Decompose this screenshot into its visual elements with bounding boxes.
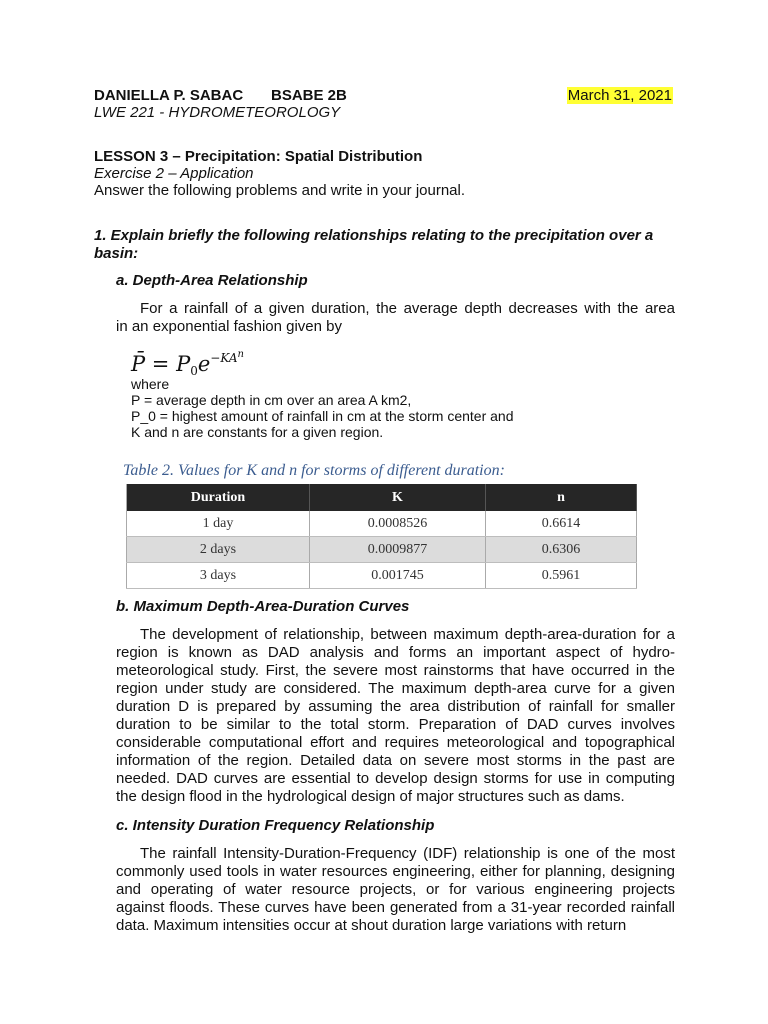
formula-lhs: P̄ = P bbox=[131, 352, 191, 376]
table-row bbox=[127, 537, 637, 563]
where-label: where bbox=[131, 376, 170, 392]
paragraph-line: region under study are considered. The maximum depth-area curve for a given bbox=[116, 680, 675, 697]
paragraph-line: data. Maximum intensities occur at shout duration large variations with return bbox=[116, 917, 627, 934]
part-c-paragraph bbox=[116, 845, 675, 935]
table-cell: 0.0008526 bbox=[310, 511, 486, 537]
paragraph-line: the design flood in the hydrological design of major structures such as dams. bbox=[116, 788, 625, 805]
paragraph-line: in an exponential fashion given by bbox=[116, 318, 342, 335]
table-row bbox=[127, 511, 637, 537]
paragraph-line: commonly used tools in water resources engineering, either for planning, designing bbox=[116, 863, 675, 880]
part-b-heading: b. Maximum Depth-Area-Duration Curves bbox=[116, 598, 410, 615]
paragraph-line: against floods. These curves have been generated from a 31-year recorded rainfall bbox=[116, 899, 675, 916]
author-name: DANIELLA P. SABAC bbox=[94, 87, 244, 104]
paragraph-line: duration to be similar to the total storm. Preparation of DAD curves involves bbox=[116, 716, 675, 733]
table-cell: 0.0009877 bbox=[310, 537, 486, 563]
column-header-k: K bbox=[310, 484, 486, 511]
table-cell: 0.6306 bbox=[486, 537, 637, 563]
formula-exponent: −KA bbox=[210, 351, 238, 365]
instruction-text: Answer the following problems and write in your journal. bbox=[94, 182, 466, 199]
part-b-paragraph bbox=[116, 626, 675, 806]
paragraph-line: needed. DAD curves are essential to develop design storms for use in computing bbox=[116, 770, 675, 787]
table-cell: 0.6614 bbox=[486, 511, 637, 537]
formula-exponent-n: n bbox=[237, 349, 244, 360]
part-a-paragraph bbox=[116, 300, 675, 318]
lesson-title: LESSON 3 – Precipitation: Spatial Distribution bbox=[94, 148, 423, 165]
column-header-duration: Duration bbox=[127, 484, 310, 511]
date-highlight: March 31, 2021 bbox=[567, 87, 672, 104]
paragraph-line: information of the region. Detailed data on severe most storms in the past are bbox=[116, 752, 675, 769]
depth-area-formula bbox=[131, 349, 244, 378]
table-cell: 3 days bbox=[127, 563, 310, 589]
k-n-table bbox=[126, 484, 637, 589]
formula-subscript: 0 bbox=[190, 364, 198, 378]
table-caption: Table 2. Values for K and n for storms of different duration: bbox=[123, 462, 505, 479]
table-cell: 1 day bbox=[127, 511, 310, 537]
exercise-label: Exercise 2 – Application bbox=[94, 165, 254, 182]
table-cell: 0.5961 bbox=[486, 563, 637, 589]
table-row bbox=[127, 563, 637, 589]
part-a-heading: a. Depth-Area Relationship bbox=[116, 272, 308, 289]
where-line-p: P = average depth in cm over an area A km2, bbox=[131, 392, 412, 408]
paragraph-line: duration D is prepared by assuming the area distribution of rainfall for smaller bbox=[116, 698, 675, 715]
paragraph-line: The development of relationship, between maximum depth-area-duration for a bbox=[140, 626, 675, 643]
where-line-p0: P_0 = highest amount of rainfall in cm at the storm center and bbox=[131, 408, 514, 424]
question-1-line-2: basin: bbox=[94, 245, 139, 262]
paragraph-line: and operating of water resource projects, or for various engineering projects bbox=[116, 881, 675, 898]
table-cell: 2 days bbox=[127, 537, 310, 563]
part-c-heading: c. Intensity Duration Frequency Relationship bbox=[116, 817, 435, 834]
column-header-n: n bbox=[486, 484, 637, 511]
date-label bbox=[567, 87, 673, 105]
section-label: BSABE 2B bbox=[271, 87, 347, 104]
paragraph-line: For a rainfall of a given duration, the average depth decreases with the area bbox=[140, 300, 675, 317]
paragraph-line: considerable computational effort and requires meteorological and topographical bbox=[116, 734, 675, 751]
formula-e: e bbox=[197, 352, 211, 376]
course-title: LWE 221 - HYDROMETEOROLOGY bbox=[94, 104, 341, 121]
paragraph-line: region is known as DAD analysis and forms an important aspect of hydro- bbox=[116, 644, 675, 661]
where-line-kn: K and n are constants for a given region. bbox=[131, 424, 384, 440]
table-header-row bbox=[127, 484, 637, 511]
table-cell: 0.001745 bbox=[310, 563, 486, 589]
paragraph-line: meteorological study. First, the severe most rainstorms that have occurred in the bbox=[116, 662, 675, 679]
paragraph-line: The rainfall Intensity-Duration-Frequency (IDF) relationship is one of the most bbox=[140, 845, 675, 862]
question-1-line-1: 1. Explain briefly the following relationships relating to the precipitation over a bbox=[94, 227, 654, 244]
